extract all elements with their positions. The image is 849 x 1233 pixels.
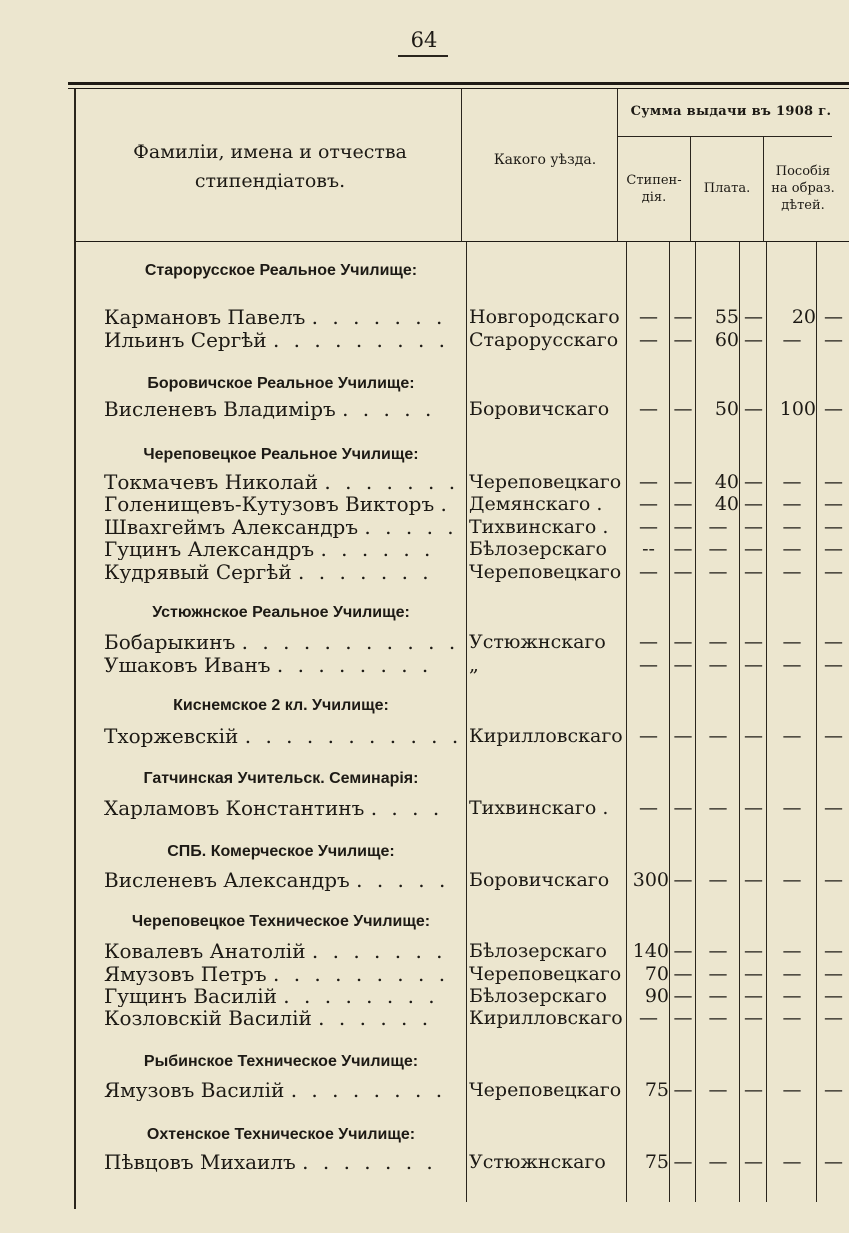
amount-cell: — [824,963,843,985]
row-name-cell [104,985,464,1007]
amount-cell: — [824,329,843,351]
amount-cell: — [744,654,763,676]
row-name-cell [104,538,464,560]
amount-cell: — [744,1007,763,1029]
section-title: Киснемское 2 кл. Училище: [173,697,389,714]
amount-cell: — [673,654,693,676]
amount-cell: — [639,398,658,420]
amount-cell: — [824,654,843,676]
row-name-cell [104,725,464,747]
amount-cell: — [744,398,763,420]
amount-cell: — [782,940,802,962]
row-name-cell [104,516,464,538]
amount-cell: — [782,516,802,538]
amount-cell: — [639,631,658,653]
amount-cell: — [744,963,763,985]
amount-cell: — [782,1151,802,1173]
header-divider-names [461,89,462,242]
amount-cell: — [744,797,763,819]
student-name: Пѣвцовъ Михаилъ [104,1151,296,1173]
amount-cell: — [744,940,763,962]
row-name-cell [104,1151,464,1173]
amount-cell: — [744,306,763,328]
header-names-line2: стипендіатовъ. [194,170,346,192]
amount-cell: — [744,516,763,538]
table-row [0,471,849,493]
amount-cell: — [673,1151,693,1173]
amount-cell: — [673,797,693,819]
student-name: Ямузовъ Василій [104,1079,285,1101]
row-name-cell [104,398,464,420]
amount-cell: — [824,631,843,653]
student-name: Ковалевъ Анатолій [104,940,306,962]
header-fee: Плата. [703,181,751,196]
row-name-cell [104,493,464,515]
row-name-cell [104,631,464,653]
amount-cell: 50 [714,398,739,420]
row-name-cell [104,654,464,676]
body-divider-fee-a [739,242,740,1202]
table-row [0,654,849,676]
district-cell: Тихвинскаго . [469,797,609,819]
district-cell: Боровичскаго [469,869,610,891]
amount-cell: — [708,1079,728,1101]
amount-cell: — [824,1151,843,1173]
amount-cell: — [824,538,843,560]
amount-cell: — [782,471,802,493]
amount-cell: — [708,940,728,962]
amount-cell: — [673,869,693,891]
amount-cell: — [639,329,658,351]
district-cell: Кирилловскаго [469,725,623,747]
amount-cell: — [708,1151,728,1173]
amount-cell: 20 [791,306,816,328]
amount-cell: — [824,725,843,747]
amount-cell: — [708,631,728,653]
amount-cell: — [782,631,802,653]
amount-cell: — [782,985,802,1007]
dot-leader: . . . . . . . . . [273,963,450,985]
dot-leader: . . . . . [342,398,436,420]
amount-cell: — [708,654,728,676]
student-name: Ильинъ Сергѣй [104,329,267,351]
district-cell: Новгородскаго [469,306,620,328]
amount-cell: 140 [632,940,669,962]
dot-leader: . . . . . . . [311,306,447,328]
dot-leader: . . . . . . . [324,471,460,493]
table-top-rule [68,82,849,85]
section-title: Череповецкое Техническое Училище: [131,913,431,930]
student-name: Харламовъ Константинъ [104,797,365,819]
header-bottom-rule [75,241,849,242]
amount-cell: — [673,398,693,420]
amount-cell: — [673,329,693,351]
header-district: Какого уѣзда. [493,152,597,168]
district-cell: Устюжнскаго [469,1151,606,1173]
amount-cell: — [744,471,763,493]
amount-cell: — [744,725,763,747]
header-stipend [619,172,689,206]
student-name: Гуцинъ Александръ [104,538,315,560]
amount-cell: — [782,329,802,351]
amount-cell: — [824,869,843,891]
district-cell: Бѣлозерскаго [469,985,607,1007]
amount-cell: — [639,516,658,538]
table-row [0,398,849,420]
amount-cell: — [782,869,802,891]
amount-cell: — [708,797,728,819]
amount-cell: — [639,493,658,515]
row-name-cell [104,561,464,583]
district-cell: Кирилловскаго [469,1007,623,1029]
student-name: Гущинъ Василій [104,985,277,1007]
amount-cell: 300 [632,869,669,891]
district-cell: Боровичскаго [469,398,610,420]
dot-leader: . . . . . . . . . . . [241,631,460,653]
amount-cell: — [782,493,802,515]
amount-cell: — [673,471,693,493]
table-row [0,725,849,747]
dot-leader: . . . . . . . [302,1151,437,1173]
header-divider-stipend [690,137,691,242]
amount-cell: — [744,869,763,891]
amount-cell: — [744,493,763,515]
student-name: Висленевъ Владиміръ [104,398,336,420]
header-names [100,138,440,196]
district-cell: Бѣлозерскаго [469,940,607,962]
amount-cell: — [708,725,728,747]
dot-leader: . . . . . . . . . . . [244,725,463,747]
header-allowance-line1: Пособія [775,164,831,179]
amount-cell: — [744,631,763,653]
amount-cell: 75 [644,1151,669,1173]
table-row [0,329,849,351]
amount-cell: — [673,493,693,515]
header-names-line1: Фамиліи, имена и отчества [133,141,407,163]
body-divider-allowance-a [816,242,817,1202]
amount-cell: — [824,516,843,538]
student-name: Швахгеймъ Александръ [104,516,359,538]
section-title: Рыбинское Техническое Училище: [143,1053,419,1070]
body-divider-district [626,242,627,1202]
district-cell: Устюжнскаго [469,631,606,653]
student-name: Висленевъ Александръ [104,869,350,891]
amount-cell: — [782,1079,802,1101]
student-name: Кудрявый Сергѣй [104,561,292,583]
dot-leader: . . . . . . [320,538,435,560]
amount-cell: — [824,940,843,962]
dot-leader: . . . . . . . . [290,1079,447,1101]
row-name-cell [104,869,464,891]
student-name: Токмачевъ Николай [104,471,319,493]
header-sum-title: Сумма выдачи въ 1908 г. [630,104,832,119]
amount-cell: — [782,538,802,560]
amount-cell: — [744,329,763,351]
amount-cell: 55 [714,306,739,328]
amount-cell: — [708,869,728,891]
student-name: Ушаковъ Иванъ [104,654,271,676]
amount-cell: — [782,1007,802,1029]
amount-cell: — [639,725,658,747]
body-divider-stipend-a [669,242,670,1202]
amount-cell: — [673,538,693,560]
amount-cell: 90 [644,985,669,1007]
dot-leader: . . . . . . . . [283,985,439,1007]
amount-cell: — [708,516,728,538]
section-title: Охтенское Техническое Училище: [146,1126,416,1143]
section-title: Гатчинская Учительск. Семинарія: [143,770,419,787]
header-sum-rule [617,136,832,137]
amount-cell: -- [642,538,655,560]
table-row [0,306,849,328]
student-name: Козловскій Василій [104,1007,312,1029]
amount-cell: — [744,561,763,583]
amount-cell: — [673,1007,693,1029]
amount-cell: — [744,1079,763,1101]
amount-cell: — [824,398,843,420]
header-allowance-line3: дѣтей. [781,198,825,213]
amount-cell: — [744,538,763,560]
dot-leader: . . . . . [356,869,450,891]
page-number: 64 [410,28,438,52]
amount-cell: — [639,471,658,493]
amount-cell: — [639,1007,658,1029]
student-name: Ямузовъ Петръ [104,963,267,985]
district-cell: Череповецкаго [469,471,622,493]
amount-cell: — [639,797,658,819]
table-row [0,963,849,985]
section-title: СПБ. Комерческое Училище: [167,843,395,860]
row-name-cell [104,797,464,819]
dot-leader: . . . . . . . [311,940,447,962]
district-cell: Демянскаго . [469,493,603,515]
section-title: Череповецкое Реальное Училище: [143,446,419,463]
student-name: Бобарыкинъ [104,631,236,653]
district-cell: Бѣлозерскаго [469,538,607,560]
amount-cell: — [824,306,843,328]
amount-cell: — [824,561,843,583]
amount-cell: — [639,561,658,583]
header-allowance [763,163,843,214]
page-number-rule [398,55,448,57]
table-row [0,985,849,1007]
amount-cell: — [673,725,693,747]
amount-cell: — [782,797,802,819]
row-name-cell [104,329,464,351]
district-cell: Череповецкаго [469,963,622,985]
header-stipend-line2: дія. [641,190,667,205]
header-stipend-line1: Стипен- [626,173,682,188]
table-row [0,631,849,653]
amount-cell: — [708,1007,728,1029]
row-name-cell [104,306,464,328]
row-name-cell [104,1079,464,1101]
amount-cell: — [673,516,693,538]
amount-cell: — [824,493,843,515]
district-cell: Тихвинскаго . [469,516,609,538]
table-row [0,493,849,515]
amount-cell: — [673,940,693,962]
amount-cell: — [782,725,802,747]
dot-leader: . . . . . . . . . [272,329,450,351]
amount-cell: — [673,985,693,1007]
dot-leader: . . . . . . [318,1007,433,1029]
amount-cell: — [673,561,693,583]
amount-cell: — [673,1079,693,1101]
district-cell: „ [469,654,479,676]
row-name-cell [104,940,464,962]
table-row [0,1007,849,1029]
district-cell: Череповецкаго [469,561,622,583]
table-row [0,797,849,819]
student-name: Кармановъ Павелъ [104,306,306,328]
amount-cell: — [673,963,693,985]
dot-leader: . . . . [370,797,444,819]
row-name-cell [104,1007,464,1029]
row-name-cell [104,963,464,985]
amount-cell: — [639,306,658,328]
amount-cell: 100 [779,398,816,420]
body-divider-names [466,242,467,1202]
amount-cell: 70 [644,963,669,985]
amount-cell: 75 [644,1079,669,1101]
amount-cell: 40 [714,493,739,515]
table-row [0,1151,849,1173]
header-allowance-line2: на образ. [771,181,835,196]
district-cell: Старорусскаго [469,329,619,351]
section-title: Устюжнское Реальное Училище: [152,604,410,621]
table-row [0,1079,849,1101]
student-name: Тхоржевскій [104,725,239,747]
row-name-cell [104,471,464,493]
table-row [0,940,849,962]
amount-cell: — [824,985,843,1007]
amount-cell: — [708,561,728,583]
table-row [0,538,849,560]
table-row [0,869,849,891]
body-divider-fee-b [766,242,767,1202]
amount-cell: — [824,471,843,493]
amount-cell: — [708,963,728,985]
amount-cell: — [744,1151,763,1173]
dot-leader: . . . . . . . [298,561,433,583]
dot-leader: . [440,493,451,515]
amount-cell: — [782,561,802,583]
section-title: Боровичское Реальное Училище: [147,375,415,392]
amount-cell: — [824,1007,843,1029]
dot-leader: . . . . . . . . [276,654,433,676]
amount-cell: — [824,797,843,819]
section-title: Старорусское Реальное Училище: [144,262,418,279]
table-row [0,561,849,583]
amount-cell: 60 [714,329,739,351]
dot-leader: . . . . . [364,516,458,538]
amount-cell: 40 [714,471,739,493]
amount-cell: — [673,631,693,653]
table-row [0,516,849,538]
district-cell: Череповецкаго [469,1079,622,1101]
amount-cell: — [639,654,658,676]
student-name: Голенищевъ-Кутузовъ Викторъ [104,493,435,515]
body-divider-stipend-b [695,242,696,1202]
amount-cell: — [708,985,728,1007]
amount-cell: — [673,306,693,328]
amount-cell: — [708,538,728,560]
amount-cell: — [782,963,802,985]
amount-cell: — [744,985,763,1007]
amount-cell: — [824,1079,843,1101]
amount-cell: — [782,654,802,676]
table-top-rule-thin [68,88,849,89]
